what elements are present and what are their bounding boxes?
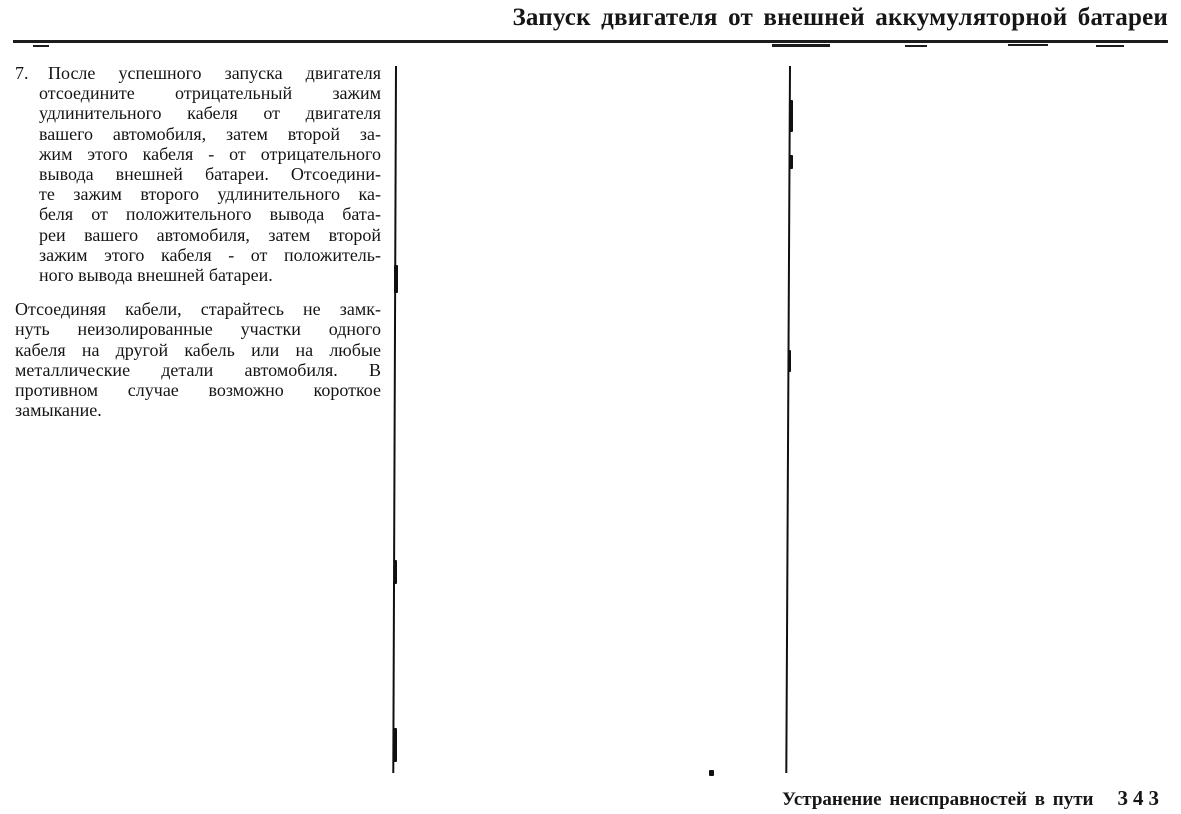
scan-artifact (33, 45, 49, 47)
scan-artifact (772, 44, 830, 47)
list-item-7 (15, 63, 381, 285)
column-divider-right (785, 66, 791, 773)
footer-section-label: Устранение неисправностей в пути (781, 789, 1094, 810)
text-line: вывода внешней батареи. Отсоедини- (39, 164, 381, 185)
scan-artifact (709, 770, 714, 776)
scan-artifact (788, 350, 791, 372)
body-text-column (15, 63, 381, 420)
text-line: замыкание. (15, 400, 102, 421)
text-line: отсоедините отрицательный зажим (39, 83, 381, 104)
text-line: беля от положительного вывода бата- (39, 204, 381, 225)
scan-artifact (1008, 44, 1048, 46)
text-line: противном случае возможно короткое (15, 380, 381, 401)
text-line: нуть неизолированные участки одного (15, 319, 381, 340)
header-rule (13, 40, 1168, 43)
text-line: реи вашего автомобиля, затем второй (39, 224, 381, 245)
warning-paragraph (15, 299, 381, 420)
list-number: 7. (15, 63, 29, 83)
scan-artifact (905, 45, 927, 47)
text-line: Отсоединяя кабели, старайтесь не замк- (15, 299, 381, 320)
column-divider-left (392, 66, 397, 773)
text-line: удлинительного кабеля от двигателя (39, 103, 381, 124)
scan-artifact (1096, 45, 1124, 47)
text-line: После успешного запуска двигателя (48, 63, 381, 83)
scan-artifact (393, 728, 397, 762)
text-line: кабеля на другой кабель или на любые (15, 339, 381, 360)
page-title: Запуск двигателя от внешней аккумуляторной батареи (512, 4, 1168, 31)
scan-artifact (394, 265, 398, 293)
scan-artifact (790, 100, 793, 132)
footer-page-number: 343 (1117, 786, 1164, 810)
text-line: вашего автомобиля, затем второй за- (39, 123, 381, 144)
text-line: металлические детали автомобиля. В (15, 359, 381, 380)
text-line: ного вывода внешней батареи. (39, 265, 273, 286)
text-line: зажим этого кабеля - от положитель- (39, 244, 381, 265)
scan-artifact (394, 560, 397, 584)
page-footer (782, 786, 1164, 811)
text-line: жим этого кабеля - от отрицательного (39, 143, 381, 164)
scan-artifact (789, 155, 793, 169)
text-line: те зажим второго удлинительного ка- (39, 184, 381, 205)
